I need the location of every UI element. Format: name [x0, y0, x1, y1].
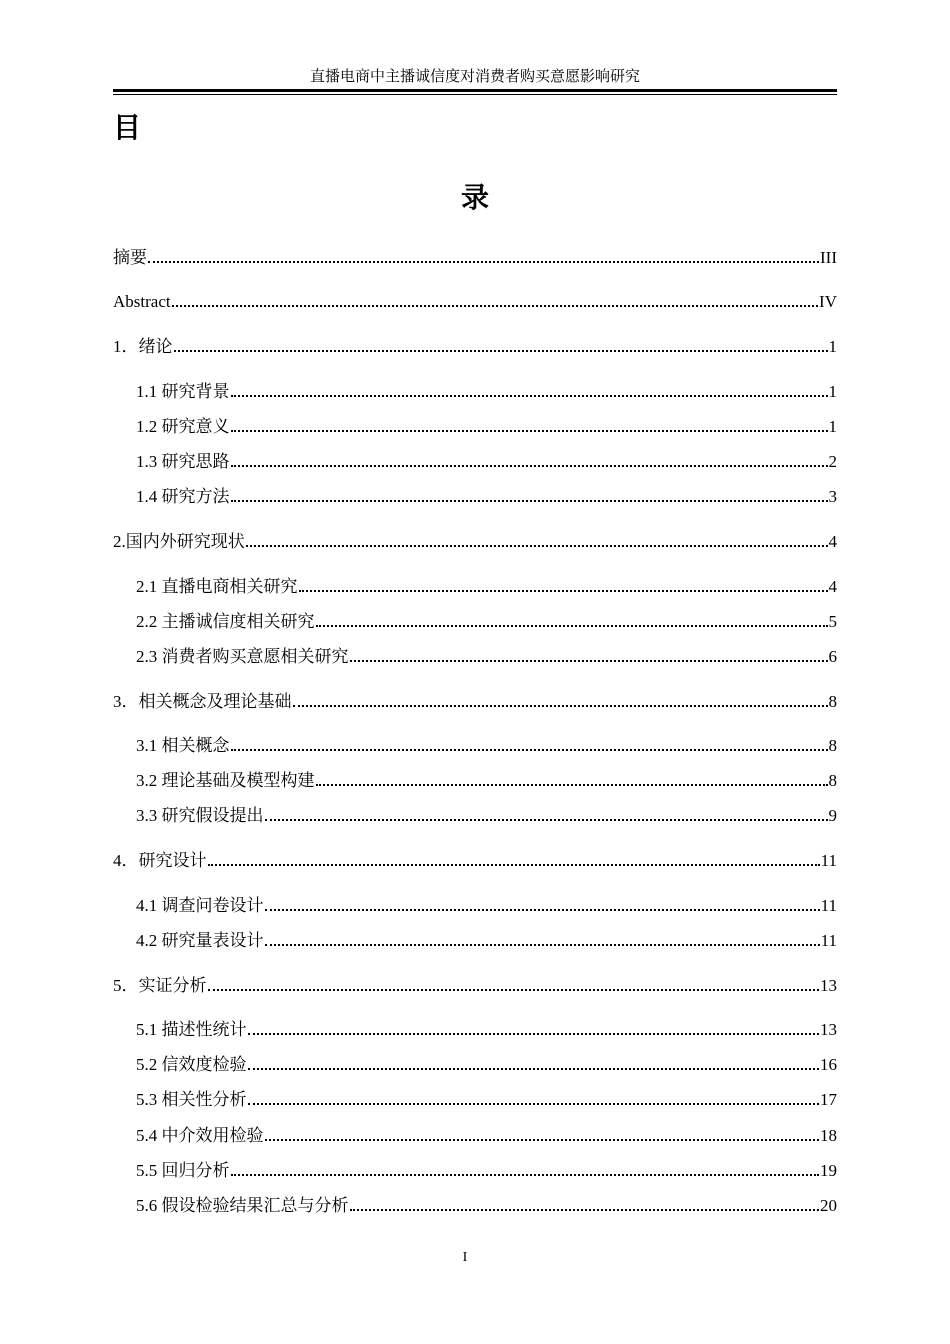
toc-entry-label: 2.1 直播电商相关研究 — [136, 577, 298, 596]
toc-leader-dots — [350, 660, 828, 662]
toc-entry-label: 5.2 信效度检验 — [136, 1055, 247, 1074]
toc-leader-dots — [265, 909, 820, 911]
toc-entry-1-1[interactable] — [136, 379, 837, 405]
toc-entry-4-1[interactable] — [136, 893, 837, 919]
toc-leader-dots — [231, 395, 828, 397]
toc-entry-1-3[interactable] — [136, 449, 837, 475]
toc-entry-page: 13 — [820, 976, 837, 995]
toc-leader-dots — [248, 1103, 820, 1105]
footer-page-number: I — [462, 1250, 468, 1265]
toc-entry-page: 1 — [828, 337, 837, 356]
toc-entry-ch3[interactable] — [113, 689, 837, 715]
toc-entry-page: 13 — [820, 1020, 837, 1039]
toc-entry-label: 5.4 中介效用检验 — [136, 1126, 264, 1145]
toc-leader-dots — [265, 819, 828, 821]
toc-entry-page: 8 — [828, 736, 837, 755]
toc-entry-page: 5 — [828, 612, 837, 631]
header-rule-thick — [113, 89, 837, 92]
toc-entry-page: 2 — [828, 452, 837, 471]
toc-entry-label: 4.2 研究量表设计 — [136, 931, 264, 950]
header-rule-thin — [113, 94, 837, 95]
toc-entry-2-1[interactable] — [136, 574, 837, 600]
toc-entry-label: 3.3 研究假设提出 — [136, 806, 264, 825]
toc-leader-dots — [231, 430, 828, 432]
toc-entry-label: 1.3 研究思路 — [136, 452, 230, 471]
toc-entry-label: 1．绪论 — [113, 337, 173, 356]
toc-entry-page: 8 — [828, 692, 837, 711]
header-title: 直播电商中主播诚信度对消费者购买意愿影响研究 — [309, 69, 640, 85]
toc-entry-page: 11 — [820, 931, 837, 950]
toc-entry-label: 1.2 研究意义 — [136, 417, 230, 436]
toc-leader-dots — [265, 1139, 820, 1141]
toc-leader-dots — [172, 305, 818, 307]
toc-leader-dots — [174, 350, 828, 352]
toc-entry-label: 1.4 研究方法 — [136, 487, 230, 506]
toc-leader-dots — [293, 705, 828, 707]
toc-entry-label: 2.2 主播诚信度相关研究 — [136, 612, 315, 631]
toc-entry-2-2[interactable] — [136, 609, 837, 635]
toc-entry-label: 5.1 描述性统计 — [136, 1020, 247, 1039]
toc-entry-page: 18 — [820, 1126, 837, 1145]
toc-entry-label: 5.6 假设检验结果汇总与分析 — [136, 1196, 349, 1215]
toc-leader-dots — [231, 500, 828, 502]
toc-leader-dots — [231, 1174, 820, 1176]
toc-entry-page: 4 — [828, 577, 837, 596]
toc-entry-4-2[interactable] — [136, 928, 837, 954]
toc-entry-label: 4．研究设计 — [113, 851, 207, 870]
toc-entry-page: 11 — [820, 851, 837, 870]
toc-entry-page: 8 — [828, 771, 837, 790]
toc-entry-5-3[interactable] — [136, 1087, 837, 1113]
toc-entry-5-1[interactable] — [136, 1017, 837, 1043]
toc-entry-page: 9 — [828, 806, 837, 825]
toc-entry-label: 3.1 相关概念 — [136, 736, 230, 755]
toc-entry-page: 17 — [820, 1090, 837, 1109]
toc-leader-dots — [316, 784, 828, 786]
toc-entry-page: 16 — [820, 1055, 837, 1074]
toc-leader-dots — [208, 989, 820, 991]
toc-entry-page: IV — [819, 292, 837, 311]
toc-entry-page: III — [820, 248, 837, 267]
toc-leader-dots — [265, 944, 820, 946]
toc-entry-5-2[interactable] — [136, 1052, 837, 1078]
toc-entry-5-4[interactable] — [136, 1123, 837, 1149]
toc-entry-3-3[interactable] — [136, 803, 837, 829]
toc-entry-label: 摘要 — [113, 248, 147, 267]
toc-entry-page: 11 — [820, 896, 837, 915]
toc-leader-dots — [248, 1033, 820, 1035]
toc-leader-dots — [231, 749, 828, 751]
toc-entry-label: 2.3 消费者购买意愿相关研究 — [136, 647, 349, 666]
toc-entry-page: 3 — [828, 487, 837, 506]
toc-leader-dots — [350, 1209, 820, 1211]
toc-entry-page: 1 — [828, 382, 837, 401]
toc-entry-page: 1 — [828, 417, 837, 436]
toc-entry-label: 5．实证分析 — [113, 976, 207, 995]
toc-entry-label: 3．相关概念及理论基础 — [113, 692, 292, 711]
toc-entry-ch1[interactable] — [113, 334, 837, 360]
toc-entry-1-2[interactable] — [136, 414, 837, 440]
toc-entry-3-2[interactable] — [136, 768, 837, 794]
toc-entry-label: 3.2 理论基础及模型构建 — [136, 771, 315, 790]
toc-leader-dots — [208, 864, 820, 866]
toc-entry-label: Abstract — [113, 292, 171, 311]
toc-entry-page: 19 — [820, 1161, 837, 1180]
toc-entry-page: 6 — [828, 647, 837, 666]
toc-leader-dots — [148, 261, 819, 263]
toc-leader-dots — [231, 465, 828, 467]
toc-entry-2-3[interactable] — [136, 644, 837, 670]
toc-entry-5-6[interactable] — [136, 1193, 837, 1219]
toc-entry-ch4[interactable] — [113, 848, 837, 874]
toc-entry-label: 5.5 回归分析 — [136, 1161, 230, 1180]
toc-leader-dots — [299, 590, 828, 592]
toc-entry-ch5[interactable] — [113, 973, 837, 999]
toc-entry-1-4[interactable] — [136, 484, 837, 510]
toc-entry-label: 1.1 研究背景 — [136, 382, 230, 401]
toc-leader-dots — [316, 625, 828, 627]
toc-entry-abstract-cn[interactable] — [113, 245, 837, 271]
toc-entry-page: 4 — [828, 532, 837, 551]
toc-entry-ch2[interactable] — [113, 529, 837, 555]
toc-entry-label: 5.3 相关性分析 — [136, 1090, 247, 1109]
toc-heading-part1: 目 — [113, 111, 142, 144]
toc-entry-label: 2.国内外研究现状 — [113, 532, 245, 551]
toc-leader-dots — [248, 1068, 820, 1070]
toc-entry-page: 20 — [820, 1196, 837, 1215]
toc-entry-5-5[interactable] — [136, 1158, 837, 1184]
toc-entry-3-1[interactable] — [136, 733, 837, 759]
toc-entry-abstract-en[interactable] — [113, 289, 837, 315]
toc-heading-part2: 录 — [460, 181, 489, 214]
toc-leader-dots — [246, 545, 828, 547]
toc-entry-label: 4.1 调查问卷设计 — [136, 896, 264, 915]
